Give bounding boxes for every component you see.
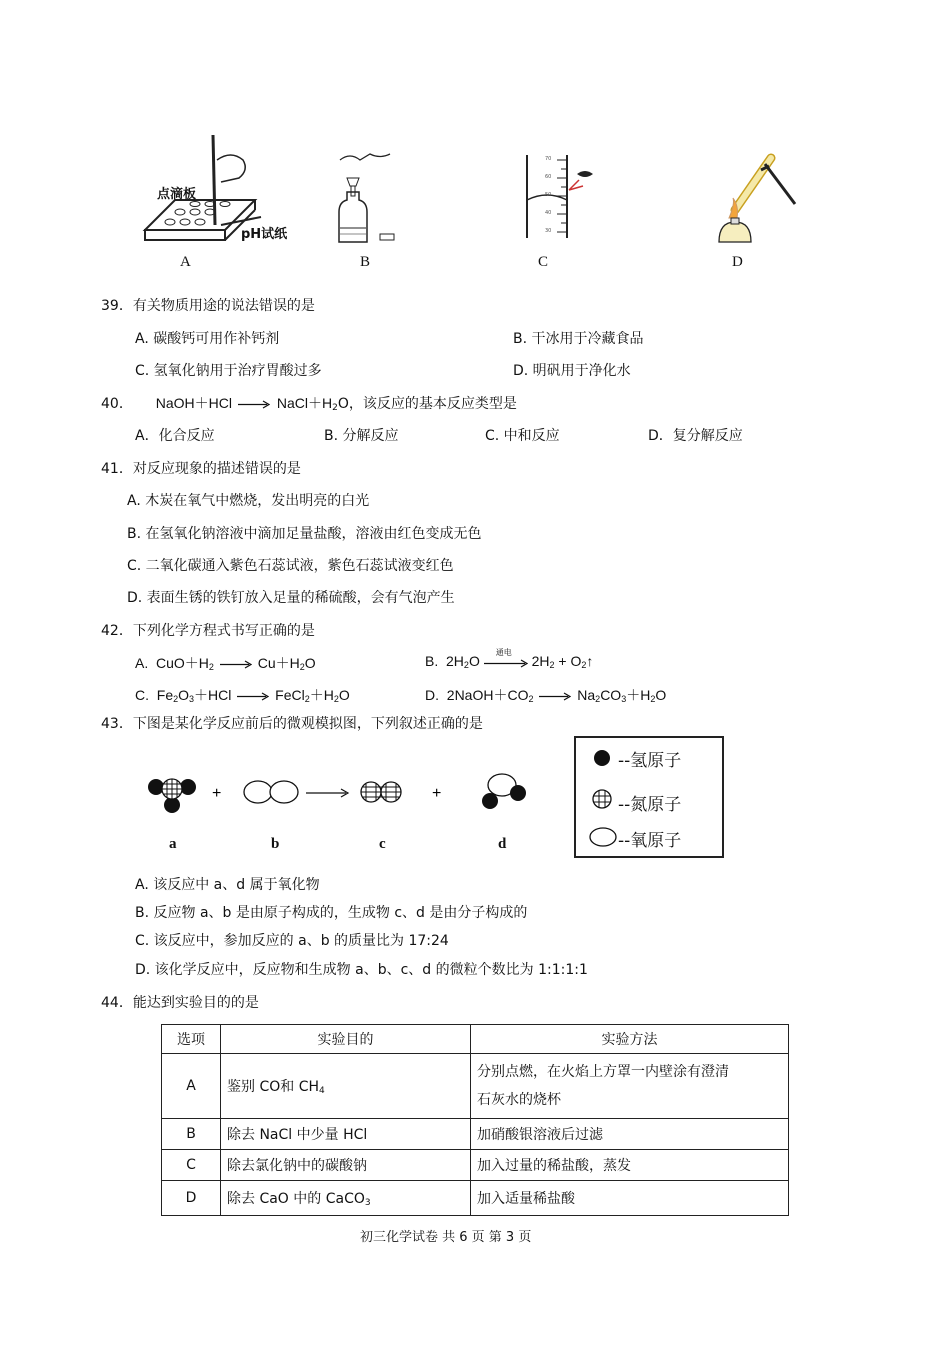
hydrogen-atom-icon (592, 748, 612, 768)
q42-option-a: A. $CuO+H_2$ $Cu+H_2O$ (135, 655, 316, 672)
legend-hydrogen: --氢原子 (618, 751, 682, 771)
table-cell: 除去 NaCl 中少量 HCl (221, 1119, 471, 1150)
nitrogen-atom-icon (591, 788, 613, 810)
table-cell: D (162, 1181, 221, 1216)
q43-label-d: d (498, 836, 507, 852)
figure-c-tick-5: 30 (545, 228, 552, 234)
q39-option-d: D. 明矾用于净化水 (513, 363, 631, 379)
q43-label-b: b (271, 836, 280, 852)
arrow-icon (539, 692, 571, 701)
svg-text:+: + (212, 785, 222, 802)
table-cell-line: 分别点燃，在火焰上方罩一内壁涂有澄清 (477, 1064, 729, 1080)
table-cell: 加硝酸银溶液后过滤 (471, 1119, 789, 1150)
q40-option-d: D．复分解反应 (648, 428, 743, 444)
q40-option-b: B. 分解反应 (324, 428, 399, 444)
table-row (162, 1150, 789, 1181)
table-header: 实验目的 (221, 1025, 471, 1054)
figure-b-bottle (325, 150, 405, 250)
table-cell (471, 1054, 789, 1119)
q40-option-a: A．化合反应 (135, 428, 215, 444)
q42-option-c: C. $Fe_2O_3+HCl$ $FeCl_2+H_2O$ (135, 687, 350, 704)
page-footer: 初三化学试卷 共 6 页 第 3 页 (360, 1230, 532, 1245)
q44-table (161, 1024, 789, 1216)
table-row (162, 1181, 789, 1216)
q40-stem: 40． NaOH＋HCl $NaCl+H_2O$，该反应的基本反应类型是 (101, 395, 517, 413)
arrow-icon (220, 660, 252, 669)
table-header: 实验方法 (471, 1025, 789, 1054)
q43-label-a: a (169, 836, 177, 852)
figure-label-c: C (538, 254, 549, 270)
q44-stem: 44．能达到实验目的的是 (101, 995, 259, 1011)
q42-option-b: B. $2H_2O$ 通电 $2H_2$ + $O_2↑$ (425, 648, 594, 670)
table-header-row (162, 1025, 789, 1054)
legend-oxygen: --氧原子 (618, 831, 682, 851)
q43-label-c: c (379, 836, 386, 852)
q43-stem: 43．下图是某化学反应前后的微观模拟图，下列叙述正确的是 (101, 716, 483, 732)
q41-option-a: A. 木炭在氧气中燃烧，发出明亮的白光 (127, 493, 370, 509)
figure-label-d: D (732, 254, 743, 270)
q43-reaction-diagram (140, 765, 540, 825)
figure-d-test-tube-heating (705, 150, 805, 250)
q41-option-b: B. 在氢氧化钠溶液中滴加足量盐酸，溶液由红色变成无色 (127, 526, 482, 542)
q42-stem: 42．下列化学方程式书写正确的是 (101, 623, 315, 639)
q41-option-c: C. 二氧化碳通入紫色石蕊试液，紫色石蕊试液变红色 (127, 558, 454, 574)
table-cell: C (162, 1150, 221, 1181)
figure-a-text-ph: pH试纸 (241, 227, 288, 242)
figure-c-tick-2: 60 (545, 174, 552, 180)
figure-label-b: B (360, 254, 371, 270)
table-cell: B (162, 1119, 221, 1150)
table-cell-line: 石灰水的烧杯 (477, 1092, 561, 1108)
arrow-icon (238, 400, 270, 409)
q43-legend (574, 736, 724, 858)
q43-option-d: D. 该化学反应中，反应物和生成物 a、b、c、d 的微粒个数比为 1:1:1:1 (135, 962, 588, 978)
legend-nitrogen: --氮原子 (618, 795, 682, 815)
table-row (162, 1119, 789, 1150)
table-cell: 加入适量稀盐酸 (471, 1181, 789, 1216)
q39-option-b: B. 干冰用于冷藏食品 (513, 331, 644, 347)
table-cell: 除去氯化钠中的碳酸钠 (221, 1150, 471, 1181)
figure-c-tick-4: 40 (545, 210, 552, 216)
q42-option-d: D. $2NaOH+CO_2$ $Na_2CO_3+H_2O$ (425, 687, 667, 704)
oxygen-atom-icon (588, 826, 618, 848)
q39-option-c: C. 氢氧化钠用于治疗胃酸过多 (135, 363, 322, 379)
table-cell: 除去 CaO 中的 CaCO$_3$ (221, 1181, 471, 1216)
table-cell: A (162, 1054, 221, 1119)
figure-label-a: A (180, 254, 191, 270)
figure-a-text-plate: 点滴板 (157, 187, 197, 202)
table-cell: 鉴别 CO和 $CH_4$ (221, 1054, 471, 1119)
q41-stem: 41．对反应现象的描述错误的是 (101, 461, 301, 477)
arrow-icon (237, 692, 269, 701)
q41-option-d: D. 表面生锈的铁钉放入足量的稀硫酸，会有气泡产生 (127, 590, 455, 606)
svg-text:+: + (432, 785, 442, 802)
q42-b-condition: 通电 (495, 648, 512, 658)
figure-c-cylinder (515, 150, 605, 245)
q43-option-c: C. 该反应中，参加反应的 a、b 的质量比为 17:24 (135, 933, 449, 949)
q43-option-b: B. 反应物 a、b 是由原子构成的，生成物 c、d 是由分子构成的 (135, 905, 528, 921)
arrow-icon (484, 659, 528, 668)
table-row (162, 1054, 789, 1119)
q39-stem: 39．有关物质用途的说法错误的是 (101, 298, 315, 314)
q43-option-a: A. 该反应中 a、d 属于氧化物 (135, 877, 320, 893)
q40-option-c: C. 中和反应 (485, 428, 560, 444)
q39-option-a: A. 碳酸钙可用作补钙剂 (135, 331, 280, 347)
table-header: 选项 (162, 1025, 221, 1054)
figure-c-tick-1: 70 (545, 156, 552, 162)
table-cell: 加入过量的稀盐酸，蒸发 (471, 1150, 789, 1181)
figure-c-tick-3: 50 (545, 192, 552, 198)
